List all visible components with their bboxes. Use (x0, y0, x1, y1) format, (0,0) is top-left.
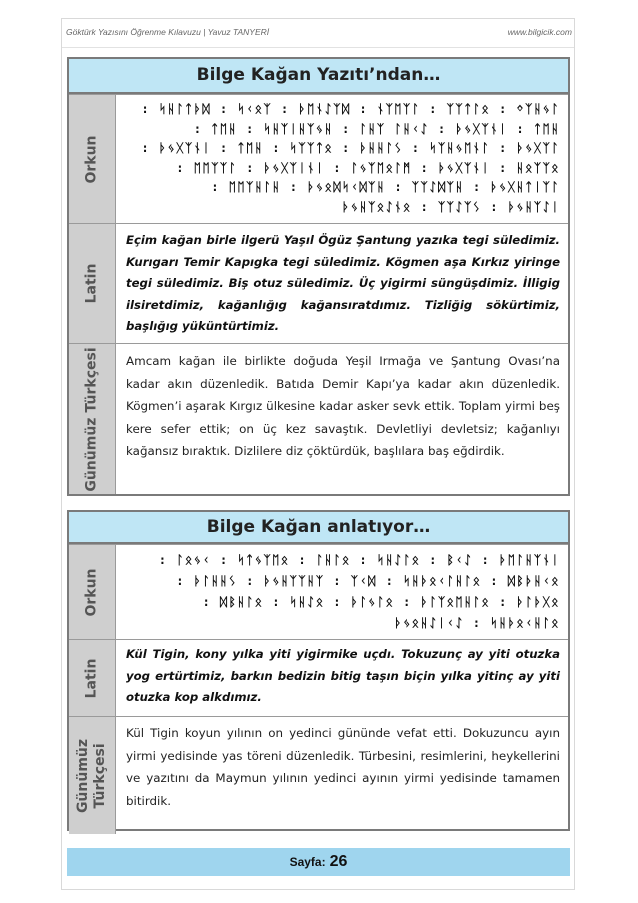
orkun-line: ᚦᛃᛟᚺᛇᛁᚲᛇ : ᛋᚺᚦᛟᚲᚺᛚᛟ (394, 616, 560, 630)
orkun-label-cell (69, 95, 116, 223)
orkun-line: ᚦᛃᚺᛉᛟᛇᚾᛟ : ᛉᛉᛇᛉᛊ : ᚦᛃᚺᛉᛇᛁ (342, 199, 560, 214)
orkun-label: Orkun (83, 134, 100, 184)
modern-row-2 (69, 716, 568, 834)
orkun-row-2 (69, 544, 568, 639)
orkun-line: : ᚦᛃᚷᛉᚾᛁ : ᛏᛖᚺ : ᛋᛉᛉᛏᛟ : ᚦᚺᚺᛚᛊ : ᛋᛉᚺᛃᛖᚾᛚ : ᚦᛃᚷᛉᛚ (141, 141, 560, 156)
modern-label-cell (69, 344, 116, 494)
header-divider (62, 47, 574, 48)
page-number-bar (67, 848, 570, 876)
orkun-line: : ᛖᛖᛉᚺᛚᚺ : ᚦᛃᛟᛞᛋᚲᛞᛉᚺ : ᛉᛉᛇᛞᛉᚺ : ᚦᛃᚷᚺᛏᛁᛉᛚ (211, 180, 560, 195)
inscription-box-2 (67, 510, 570, 831)
modern-row-1 (69, 343, 568, 494)
orkun-label: Orkun (83, 567, 100, 617)
orkun-row-1 (69, 94, 568, 223)
latin-label: Latin (83, 263, 100, 304)
latin-row-2 (69, 639, 568, 716)
orkun-line: : ᚦᛚᚺᚺᛊ : ᚦᛃᚺᛉᛉᚺᛉ : ᛉᚲᛞ : ᛋᚺᚦᛟᚲᛚᚺᛚᛟ : ᛞᛒᚦᚺᚲᛟ (176, 574, 560, 588)
orkun-line: : ᛚᛟᛃᚲ : ᛋᛏᛃᛉᛖᛟ : ᛚᚺᛚᛟ : ᛋᚺᛇᛚᛟ : ᛒᚲᛇ : ᚦᛖᛚᚺᛉᚾᛁ (158, 553, 560, 567)
page-number: 26 (329, 853, 348, 870)
modern-translation: Amcam kağan ile birlikte doğuda Yeşil Irmağa ve Şantung Ovası’na kadar akın düzenledik. Batıda Demir Kapı’ya kadar akın düzenledik. Kögmen’i aşarak Kırgız ülkesine kadar asker sevk ettik. Toplam yirmi beş kere sefer ettik; on üç kez savaştık. Devletliyi devletsiz; kağanlıyı kağansız bıraktık. Dizlilere diz çöktürdük, başlılara baş eğdirdik. (126, 354, 560, 458)
latin-transcription: Eçim kağan birle ilgerü Yaşıl Ögüz Şantung yazıka tegi süledimiz. Kurıgarı Temir Kapıgka tegi süledimiz. Kögmen aşa Kırkız yiringe tegi süledimiz. Biş otuz süledimiz. Üç yigirmi süngüşdimiz. İlligig ilsiretdimiz, kağanlığıg kağansıratdımız. Tizliğig sökürtimiz, başlığıg yüküntürtimiz. (126, 233, 560, 333)
section-title-2: Bilge Kağan anlatıyor… (69, 512, 568, 544)
latin-label-cell (69, 640, 116, 716)
modern-label-cell (69, 717, 116, 834)
orkun-line: : ᛋᚺᛚᛏᚦᛞ : ᛋᚲᛟᛉ : ᚦᛖᚾᛇᛉᛞ : ᚾᛉᛖᛉᛚ : ᛉᛉᛏᛚᛟ : ᛜᛉᚺᛃᛚ (141, 102, 560, 116)
latin-transcription: Kül Tigin, kony yılka yiti yigirmike uçdı. Tokuzunç ay yiti otuzka yog ertürtimiz, barkın bedizin bitig taşın biçin yılka yitinç ay yiti otuzka kop alkdımız. (126, 647, 560, 704)
modern-translation: Kül Tigin koyun yılının on yedinci gününde vefat etti. Dokuzuncu ayın yirmi yedisinde yas töreni düzenledik. Türbesini, resimlerini, heykellerini ve yazıtını da Maymun yılının yedinci ayının yirmi yedisinde tamamen bitirdik. (126, 726, 560, 808)
latin-label: Latin (83, 658, 100, 698)
orkun-script-block (116, 95, 568, 223)
modern-label: Günümüz Türkçesi (83, 346, 100, 492)
page-label: Sayfa: (289, 855, 326, 869)
section-title-1: Bilge Kağan Yazıtı’ndan… (69, 59, 568, 94)
inscription-box-1 (67, 57, 570, 496)
latin-label-cell (69, 224, 116, 343)
orkun-label-cell (69, 545, 116, 639)
modern-label: Günümüz Türkçesi (75, 738, 109, 813)
orkun-line: : ᛖᛖᛉᛉᛚ : ᚦᛃᚷᛉᛁᚾᛁ : ᛚᛃᛉᛖᛟᛚᛗ : ᚦᛃᚷᛉᚾᛁ : ᚺᛟᛉᛉᛟ (176, 160, 560, 175)
latin-row-1 (69, 223, 568, 343)
orkun-script-block (116, 545, 568, 639)
orkun-line: : ᛏᛖᚺ : ᛋᚺᛉᛁᚺᛉᛃᚺ : ᛚᚺᛉ ᛚᚺᚲᛇ : ᚦᛃᚷᛉᚾᛁ : ᛏᛖᚺ (193, 121, 560, 136)
running-header-title: Göktürk Yazısını Öğrenme Kılavuzu | Yavuz TANYERİ (66, 27, 270, 37)
orkun-line: : ᛞᛒᚺᛚᛟ : ᛋᚺᛇᛟ : ᚦᛚᛃᛚᛟ : ᚦᛚᛉᛟᛖᚺᛚᛟ : ᚦᛚᚦᚷᛟ (202, 595, 560, 609)
running-header-url: www.bilgicik.com (507, 27, 572, 37)
